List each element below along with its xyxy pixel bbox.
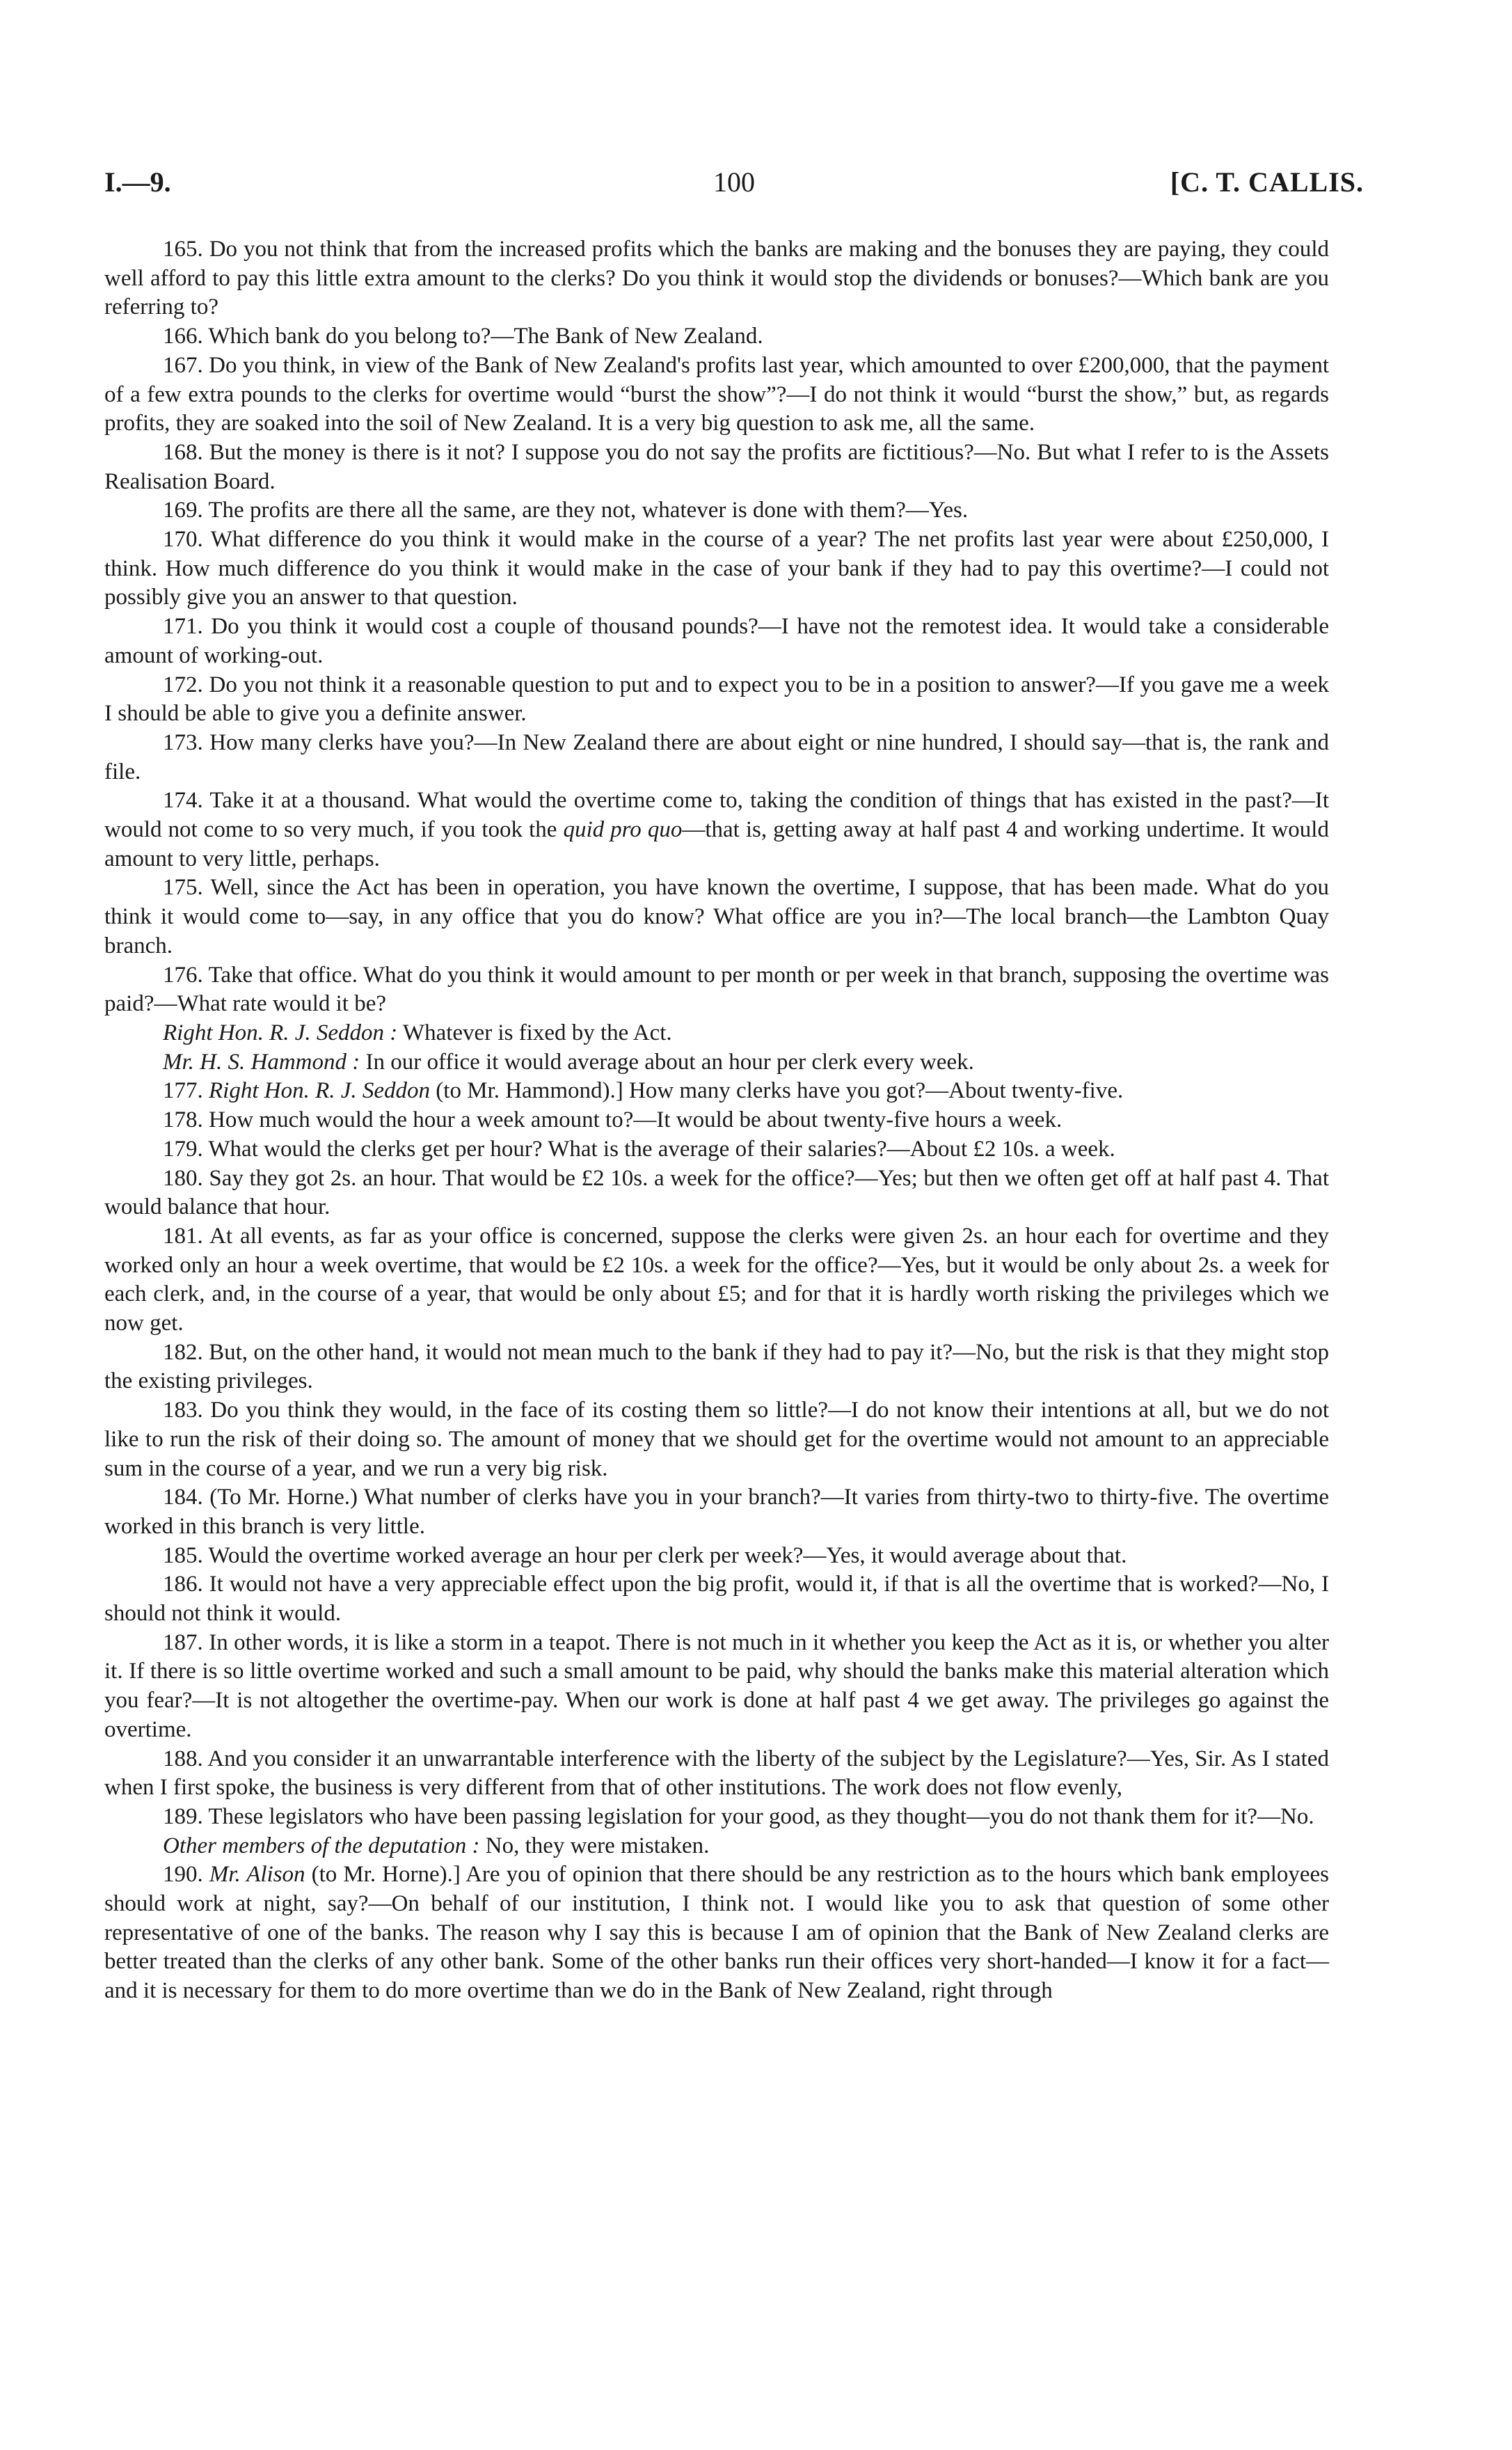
speaker-name: Other members of the deputation : xyxy=(163,1833,480,1858)
paragraph-182: 182. But, on the other hand, it would not mean much to the bank if they had to pay it?—No, but the risk is that they might stop the existing privileges. xyxy=(104,1339,1329,1394)
speaker-name: Mr. Alison xyxy=(209,1862,305,1888)
paragraph-189: 189. These legislators who have been passing legislation for your good, as they thought—you do not thank them for it?—No. xyxy=(163,1803,1314,1829)
page-number: 100 xyxy=(713,166,755,198)
paragraph-168: 168. But the money is there is it not? I suppose you do not say the profits are fictitious?—No. But what I refer to is the Assets Realisation Board. xyxy=(104,439,1329,494)
paragraph-179: 179. What would the clerks get per hour? What is the average of their salaries?—About £2 10s. a week. xyxy=(163,1136,1115,1162)
speaker-remark: Right Hon. R. J. Seddon : Whatever is fixed by the Act. xyxy=(163,1020,672,1045)
paragraph-165: 165. Do you not think that from the increased profits which the banks are making and the bonuses they are paying, they could well afford to pay this little extra amount to the clerks? Do you think it would stop the dividends or bonuses?—Which bank are you referring to? xyxy=(104,237,1329,320)
paragraph-187: 187. In other words, it is like a storm in a teapot. There is not much in it whether you keep the Act as it is, or whether you alter it. If there is so little overtime worked and such a small amount to be paid, why should the banks make this material alteration which you fear?—It is not altogether the overtime-pay. When our work is done at half past 4 we get away. The privileges go against the overtime. xyxy=(104,1629,1329,1742)
paragraph-186: 186. It would not have a very appreciable effect upon the big profit, would it, if that is all the overtime that is worked?—No, I should not think it would. xyxy=(104,1572,1329,1627)
speaker-remark: Mr. H. S. Hammond : In our office it would average about an hour per clerk every week. xyxy=(163,1049,974,1075)
paragraph-181: 181. At all events, as far as your office is concerned, suppose the clerks were given 2s. an hour each for overtime and they worked only an hour a week overtime, that would be £2 10s. a week for the office?—Yes, but it would be only about 2s. a week for each clerk, and, in the course of a year, that would be only about £5; and for that it is hardly worth risking the privileges which we now get. xyxy=(104,1223,1329,1336)
paragraph-173: 173. How many clerks have you?—In New Zealand there are about eight or nine hundred, I should say—that is, the rank and file. xyxy=(104,729,1329,784)
paragraph-190: 190. Mr. Alison (to Mr. Horne).] Are you of opinion that there should be any restriction as to the hours which bank employees should work at night, say?—On behalf of our institution, I think not. I would like you to ask that question of some other representative of one of the banks. The reason why I say this is because I am of opinion that the Bank of New Zealand clerks are better treated than the clerks of any other bank. Some of the other banks run their offices very short-handed—I know it for a fact—and it is necessary for them to do more overtime than we do in the Bank of New Zealand, right through xyxy=(104,1862,1330,2004)
paragraph-184: 184. (To Mr. Horne.) What number of clerks have you in your branch?—It varies from thirty-two to thirty-five. The overtime worked in this branch is very little. xyxy=(104,1485,1329,1539)
paragraph-174: 174. Take it at a thousand. What would the overtime come to, taking the condition of things that has existed in the past?—It would not come to so very much, if you took the quid pro quo—that is, getting away at half past 4 and working undertime. It would amount to very little, perhaps. xyxy=(104,788,1329,871)
paragraph-177: 177. Right Hon. R. J. Seddon (to Mr. Hammond).] How many clerks have you got?—About twenty-five. xyxy=(163,1078,1124,1104)
paragraph-178: 178. How much would the hour a week amount to?—It would be about twenty-five hours a week. xyxy=(163,1107,1063,1133)
paragraph-176: 176. Take that office. What do you think it would amount to per month or per week in that branch, supposing the overtime was paid?—What rate would it be? xyxy=(104,962,1329,1017)
page-header xyxy=(104,166,1364,207)
testimony-body xyxy=(104,235,1329,2006)
witness-name: [C. T. CALLIS. xyxy=(1170,166,1364,198)
speaker-remark: Other members of the deputation : No, they were mistaken. xyxy=(163,1833,710,1858)
paragraph-175: 175. Well, since the Act has been in operation, you have known the overtime, I suppose, that has been made. What do you think it would come to—say, in any office that you do know? What office are you in?—The local branch—the Lambton Quay branch. xyxy=(104,875,1329,958)
paragraph-180: 180. Say they got 2s. an hour. That would be £2 10s. a week for the office?—Yes; but then we often get off at half past 4. That would balance that hour. xyxy=(104,1165,1329,1220)
paragraph-167: 167. Do you think, in view of the Bank of New Zealand's profits last year, which amounted to over £200,000, that the payment of a few extra pounds to the clerks for overtime would “burst the show”?—I do not think it would “burst the show,” but, as regards profits, they are soaked into the soil of New Zealand. It is a very big question to ask me, all the same. xyxy=(104,352,1329,436)
speaker-name: Right Hon. R. J. Seddon : xyxy=(163,1020,398,1045)
latin-phrase: quid pro quo xyxy=(563,817,683,843)
paper-reference: I.—9. xyxy=(104,166,171,198)
paragraph-169: 169. The profits are there all the same, are they not, whatever is done with them?—Yes. xyxy=(163,498,969,523)
speaker-name: Mr. H. S. Hammond : xyxy=(163,1049,360,1075)
paragraph-171: 171. Do you think it would cost a couple of thousand pounds?—I have not the remotest idea. It would take a considerable amount of working-out. xyxy=(104,614,1329,668)
paragraph-170: 170. What difference do you think it would make in the course of a year? The net profits last year were about £250,000, I think. How much difference do you think it would make in the case of your bank if they had to pay this overtime?—I could not possibly give you an answer to that question. xyxy=(104,527,1329,610)
paragraph-172: 172. Do you not think it a reasonable question to put and to expect you to be in a position to answer?—If you gave me a week I should be able to give you a definite answer. xyxy=(104,672,1329,727)
speaker-name: Right Hon. R. J. Seddon xyxy=(209,1078,431,1104)
paragraph-188: 188. And you consider it an unwarrantable interference with the liberty of the subject by the Legislature?—Yes, Sir. As I stated when I first spoke, the business is very different from that of other institutions. The work does not flow evenly, xyxy=(104,1746,1329,1801)
paragraph-183: 183. Do you think they would, in the face of its costing them so little?—I do not know their intentions at all, but we do not like to run the risk of their doing so. The amount of money that we should get for the overtime would not amount to an appreciable sum in the course of a year, and we run a very big risk. xyxy=(104,1398,1329,1481)
paragraph-185: 185. Would the overtime worked average an hour per clerk per week?—Yes, it would average about that. xyxy=(163,1542,1127,1568)
paragraph-166: 166. Which bank do you belong to?—The Bank of New Zealand. xyxy=(163,324,763,349)
